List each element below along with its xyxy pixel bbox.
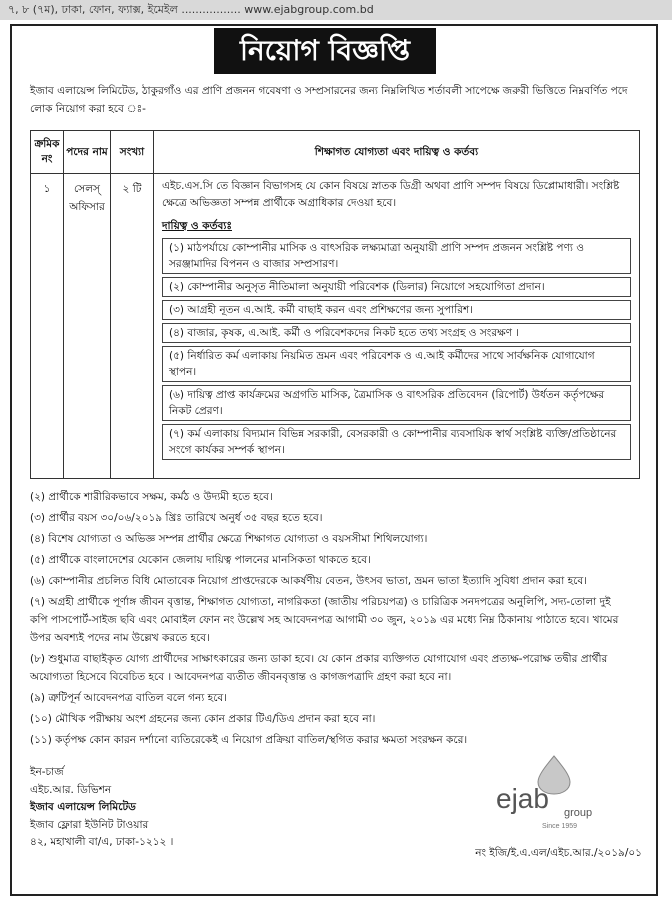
term-item: (৭) অগ্রহী প্রার্থীকে পূর্ণাঙ্গ জীবন বৃত্তান্ত, শিক্ষাগত যোগ্যতা, নাগরিকতা (জাতীয় পরিচয়পত্র) ও চারিত্রিক সনদপত্রের অনুলিপি, সদ্য-তোলা দুই কপি পাসপোর্ট-সাইজ ছবি এবং মোবাইল ফোন নং উল্লেখ সহ আবেদনপত্র আগামী ৩০ জুন, ২০১৯ এর মধ্যে নিম্ন ঠিকানায় পাঠাতে হবে। খামের উপর অবশ্যই পদের নাম উল্লেখ করতে হবে। bbox=[30, 596, 619, 644]
logo-sub: group bbox=[564, 807, 593, 819]
top-strip-text: ৭, ৮ (৭ম), ঢাকা, ফোন, ফ্যাক্স, ইমেইল ................. www.ejabgroup.com.bd bbox=[8, 3, 374, 16]
qualification-text: এইচ.এস.সি তে বিজ্ঞান বিভাগসহ যে কোন বিষয়ে স্নাতক ডিগ্রী অথবা প্রাণি সম্পদ বিষয়ে ডিপ্লোমাধারী। সংশ্লিষ্ট ক্ষেত্রে অভিজ্ঞতা সম্পন্ন প্রার্থীকে অগ্রাধিকার দেওয়া হবে। bbox=[162, 180, 620, 209]
signature-company: ইজাব এলায়েন্স লিমিটেড bbox=[30, 801, 136, 813]
header-post: পদের নাম bbox=[64, 131, 111, 174]
logo-since: Since 1959 bbox=[542, 823, 578, 830]
signature-building: ইজাব ফ্লোরা ইউনিট টাওয়ার bbox=[30, 818, 149, 831]
table-header-row bbox=[31, 131, 640, 174]
intro-text: ইজাব এলায়েন্স লিমিটেড, ঠাকুরগাঁও এর প্রাণি প্রজনন গবেষণা ও সম্প্রসারনের জন্য নিম্নলিখিত শর্তাবলী সাপেক্ষে জরুরী ভিত্তিতে নিম্নবর্ণিত পদে লোক নিয়োগ করা হবে ঃ- bbox=[30, 85, 628, 115]
term-item: (৬) কোম্পানীর প্রচলিত বিধি মোতাবেক নিয়োগ প্রাপ্তদেরকে আকর্ষণীয় বেতন, উৎসব ভাতা, ভ্রমন ভাতা ইত্যাদি সুবিধা প্রদান করা হবে। bbox=[30, 575, 587, 587]
row-content bbox=[154, 174, 640, 479]
duty-item: (৫) নির্ধারিত কর্ম এলাকায় নিয়মিত ভ্রমন এবং পরিবেশক ও এ.আই কর্মীদের সাথে সার্বক্ষনিক যোগাযোগ স্থাপন। bbox=[162, 346, 631, 382]
duty-item: (৪) বাজার, কৃষক, এ.আই. কর্মী ও পরিবেশকদের নিকট হতে তথ্য সংগ্রহ ও সংরক্ষণ । bbox=[162, 323, 631, 343]
duty-item: (৭) কর্ম এলাকায় বিদ্যমান বিভিন্ন সরকারী, বেসরকারী ও কোম্পানীর ব্যবসায়িক স্বার্থ সংশ্লিষ্ট ব্যক্তি/প্রতিষ্ঠানের সংগে কার্যকর সম্পর্ক স্থাপন। bbox=[162, 424, 631, 460]
notice-title: নিয়োগ বিজ্ঞপ্তি bbox=[214, 28, 436, 74]
term-item: (১১) কর্তৃপক্ষ কোন কারন দর্শানো ব্যতিরেকেই এ নিয়োগ প্রক্রিয়া বাতিল/স্থগিত করার ক্ষমতা সংরক্ষন করে। bbox=[30, 734, 468, 746]
term-item: (৪) বিশেষ যোগ্যতা ও অভিজ্ঞ সম্পন্ন প্রার্থীর ক্ষেত্রে শিক্ষাগত যোগ্যতা ও বয়সসীমা শিথিলযোগ্য। bbox=[30, 533, 428, 545]
signature-block bbox=[30, 764, 173, 852]
header-qualification: শিক্ষাগত যোগ্যতা এবং দায়িত্ব ও কর্তব্য bbox=[154, 131, 640, 174]
duty-item: (২) কোম্পানীর অনুসৃত নীতিমালা অনুযায়ী পরিবেশক (ডিলার) নিয়োগে সহযোগিতা প্রদান। bbox=[162, 277, 631, 297]
duty-item: (৬) দায়িত্ব প্রাপ্ত কার্যক্রমের অগ্রগতি মাসিক, ত্রৈমাসিক ও বাৎসরিক প্রতিবেদন (রিপোর্ট) উর্ধতন কর্তৃপক্ষের নিকট প্রেরণ। bbox=[162, 385, 631, 421]
signature-address: ৪২, মহাখালী বা/এ, ঢাকা-১২১২ । bbox=[30, 836, 174, 848]
term-item: (৫) প্রার্থীকে বাংলাদেশের যেকোন জেলায় দায়িত্ব পালনের মানসিকতা থাকতে হবে। bbox=[30, 554, 371, 566]
term-item: (৯) ত্রুটিপূর্ন আবেদনপত্র বাতিল বলে গন্য হবে। bbox=[30, 692, 228, 704]
duty-item: (৩) আগ্রহী নূতন এ.আই. কর্মী বাছাই করন এবং প্রশিক্ষণের জন্য সুপারিশ। bbox=[162, 300, 631, 320]
ejab-logo bbox=[494, 752, 614, 832]
term-item: (১০) মৌখিক পরীক্ষায় অংশ গ্রহনের জন্য কোন প্রকার টিএ/ডিএ প্রদান করা হবে না। bbox=[30, 713, 376, 725]
row-count: ২ টি bbox=[111, 174, 154, 479]
signature-division: এইচ.আর. ডিভিশন bbox=[30, 783, 112, 796]
row-serial: ১ bbox=[31, 174, 64, 479]
duty-item: (১) মাঠপর্যায়ে কোম্পানীর মাসিক ও বাৎসরিক লক্ষ্যমাত্রা অনুযায়ী প্রাণি সম্পদ প্রজনন সংশ্লিষ্ট পণ্য ও সরঞ্জামাদির বিপনন ও বাজার সম্প্রসারণ। bbox=[162, 238, 631, 274]
header-serial: ক্রমিক নং bbox=[31, 131, 64, 174]
table-row bbox=[31, 174, 640, 479]
duties-heading: দায়িত্ব ও কর্তব্যঃ bbox=[162, 220, 232, 232]
top-strip bbox=[0, 0, 672, 20]
term-item: (৩) প্রার্থীর বয়স ৩০/০৬/২০১৯ খ্রিঃ তারিখে অনুর্ধ ৩৫ বছর হতে হবে। bbox=[30, 512, 323, 524]
terms-list bbox=[30, 488, 630, 752]
row-post: সেলস্ অফিসার bbox=[64, 174, 111, 479]
term-item: (২) প্রার্থীকে শারীরিকভাবে সক্ষম, কর্মঠ ও উদ্যমী হতে হবে। bbox=[30, 491, 273, 503]
job-table bbox=[30, 130, 640, 479]
header-count: সংখ্যা bbox=[111, 131, 154, 174]
signature-title: ইন-চার্জ bbox=[30, 766, 64, 778]
term-item: (৮) শুধুমাত্র বাছাইকৃত যোগ্য প্রার্থীদের সাক্ষাৎকারের জন্য ডাকা হবে। যে কোন প্রকার ব্যক্তিগত যোগাযোগ এবং প্রত্যক্ষ-পরোক্ষ তদ্বীর প্রার্থীর অযোগ্যতা হিসেবে বিবেচিত হবে । আবেদনপত্র ব্যতীত জীবনবৃত্তান্ত ও কাগজপত্রাদি গ্রহণ করা হবে না। bbox=[30, 653, 608, 683]
logo-word: ejab bbox=[496, 783, 549, 814]
reference-number: নং ইজি/ই.এ.এল/এইচ.আর./২০১৯/০১ bbox=[475, 847, 642, 859]
